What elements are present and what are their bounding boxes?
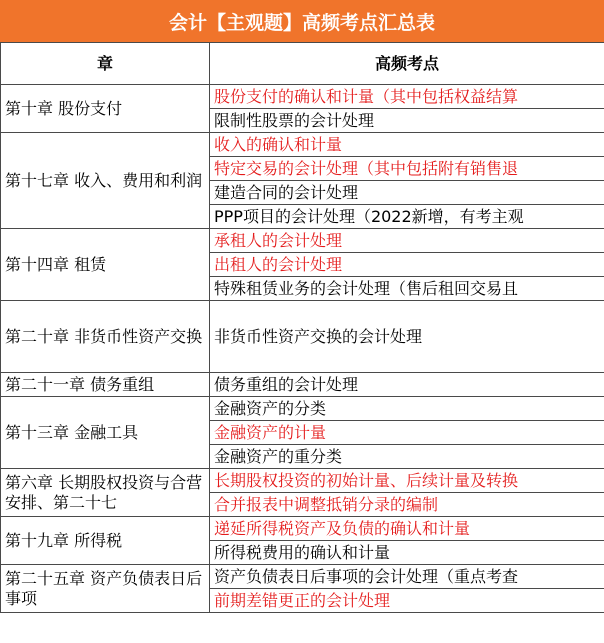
- chapter-cell: 第十七章 收入、费用和利润: [1, 133, 210, 229]
- table-title: 会计【主观题】高频考点汇总表: [0, 0, 604, 42]
- header-points: 高频考点: [210, 43, 604, 85]
- chapter-cell: 第二十一章 债务重组: [1, 373, 210, 397]
- chapter-cell: 第二十章 非货币性资产交换: [1, 301, 210, 373]
- point-cell: PPP项目的会计处理（2022新增，有考主观: [210, 205, 604, 229]
- chapter-cell: 第十四章 租赁: [1, 229, 210, 301]
- chapter-cell: 第十章 股份支付: [1, 85, 210, 133]
- table-row: [1, 517, 604, 541]
- point-cell: 特殊租赁业务的会计处理（售后租回交易且: [210, 277, 604, 301]
- point-cell: 金融资产的计量: [210, 421, 604, 445]
- point-cell: 金融资产的重分类: [210, 445, 604, 469]
- point-cell: 合并报表中调整抵销分录的编制: [210, 493, 604, 517]
- point-cell: 金融资产的分类: [210, 397, 604, 421]
- summary-table: [0, 42, 604, 613]
- point-cell: 债务重组的会计处理: [210, 373, 604, 397]
- chapter-cell: 第二十五章 资产负债表日后事项: [1, 565, 210, 613]
- table-row: [1, 373, 604, 397]
- point-cell: 承租人的会计处理: [210, 229, 604, 253]
- point-cell: 前期差错更正的会计处理: [210, 589, 604, 613]
- point-cell: 出租人的会计处理: [210, 253, 604, 277]
- point-cell: 股份支付的确认和计量（其中包括权益结算: [210, 85, 604, 109]
- table-row: [1, 469, 604, 493]
- table-row: [1, 133, 604, 157]
- chapter-cell: 第十九章 所得税: [1, 517, 210, 565]
- chapter-cell: 第十三章 金融工具: [1, 397, 210, 469]
- point-cell: 资产负债表日后事项的会计处理（重点考查: [210, 565, 604, 589]
- point-cell: 递延所得税资产及负债的确认和计量: [210, 517, 604, 541]
- header-row: [1, 43, 604, 85]
- point-cell: 建造合同的会计处理: [210, 181, 604, 205]
- point-cell: 非货币性资产交换的会计处理: [210, 301, 604, 373]
- table-row: [1, 301, 604, 373]
- table-row: [1, 229, 604, 253]
- table-row: [1, 85, 604, 109]
- point-cell: 收入的确认和计量: [210, 133, 604, 157]
- point-cell: 限制性股票的会计处理: [210, 109, 604, 133]
- point-cell: 长期股权投资的初始计量、后续计量及转换: [210, 469, 604, 493]
- table-row: [1, 397, 604, 421]
- point-cell: 所得税费用的确认和计量: [210, 541, 604, 565]
- header-chapter: 章: [1, 43, 210, 85]
- point-cell: 特定交易的会计处理（其中包括附有销售退: [210, 157, 604, 181]
- table-row: [1, 565, 604, 589]
- chapter-cell: 第六章 长期股权投资与合营安排、第二十七: [1, 469, 210, 517]
